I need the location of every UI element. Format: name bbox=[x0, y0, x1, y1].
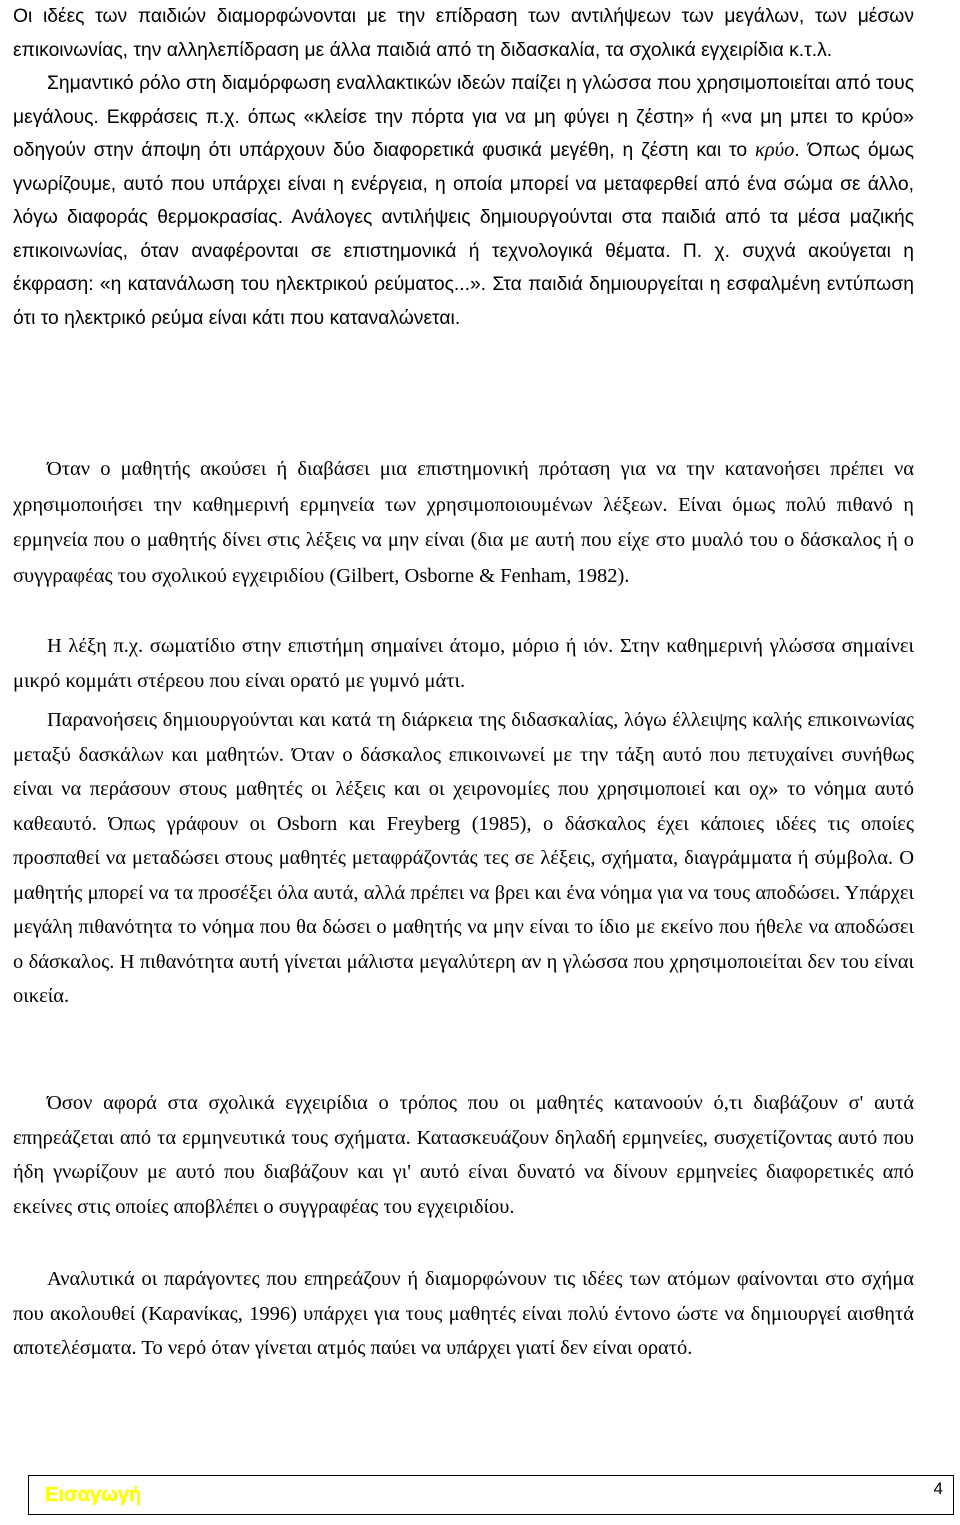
paragraph-4: Η λέξη π.χ. σωματίδιο στην επιστήμη σημαίνει άτομο, μόριο ή ιόν. Στην καθημερινή γλώσσα σημαίνει μικρό κομμάτι στέρεου που είναι ορατό με γυμνό μάτι. bbox=[13, 635, 914, 692]
paragraph-5: Παρανοήσεις δημιουργούνται και κατά τη διάρκεια της διδασκαλίας, λόγω έλλειψης καλής επικοινωνίας μεταξύ δασκάλων και μαθητών. Όταν ο δάσκαλος επικοινωνεί με την τάξη αυτό που πετυχαίνει συνήθως είναι να περάσουν στους μαθητές οι λέξεις και οι χειρονομίες που χρησιμοποιεί και οχ» το νόημα αυτό καθεαυτό. Όπως γράφουν οι Osborn και Freyberg (1985), ο δάσκαλος έχει κάποιες ιδέες τις οποίες προσπαθεί να μεταδώσει στους μαθητές μεταφράζοντάς τες σε λέξεις, σχήματα, διαγράμματα ή σύμβολα. Ο μαθητής μπορεί να τα προσέξει όλα αυτά, αλλά πρέπει να βρει και ένα νόημα για να τους αποδώσει. Υπάρχει μεγάλη πιθανότητα το νόημα που θα δώσει ο μαθητής να μην είναι το ίδιο με εκείνο που ήθελε να αποδώσει ο δάσκαλος. Η πιθανότητα αυτή γίνεται μάλιστα μεγαλύτερη αν η γλώσσα που χρησιμοποιείται δεν του είναι οικεία. bbox=[13, 709, 914, 1007]
paragraph-word-example bbox=[13, 629, 914, 699]
paragraph-3: Όταν ο μαθητής ακούσει ή διαβάσει μια επιστημονική πρόταση για να την κατανοήσει πρέπει να χρησιμοποιήσει την καθημερινή ερμηνεία των χρησιμοποιουμένων λέξεων. Είναι όμως πολύ πιθανό η ερμηνεία που ο μαθητής δίνει στις λέξεις να μην είναι (δια με αυτή που είχε στο μυαλό του ο δάσκαλος ή ο συγγραφέας του σχολικού εγχειριδίου (Gilbert, Osborne & Fenham, 1982). bbox=[13, 458, 914, 587]
paragraph-6: Όσον αφορά στα σχολικά εγχειρίδια ο τρόπος που οι μαθητές κατανοούν ό,τι διαβάζουν σ' αυτά επηρεάζεται από τα ερμηνευτικά τους σχήματα. Κατασκευάζουν δηλαδή ερμηνείες, συσχετίζοντας αυτό που ήδη γνωρίζουν με αυτό που διαβάζουν και γι' αυτό είναι δυνατό να δίνουν ερμηνείες διαφορετικές από εκείνες στις οποίες αποβλέπει ο συγγραφέας του εγχειριδίου. bbox=[13, 1092, 914, 1218]
paragraph-textbooks bbox=[13, 1086, 914, 1224]
paragraph-7: Αναλυτικά οι παράγοντες που επηρεάζουν ή διαμορφώνουν τις ιδέες των ατόμων φαίνονται στο σχήμα που ακολουθεί (Καρανίκας, 1996) υπάρχει για τους μαθητές είναι πολύ έντονο ώστε να δημιουργεί αισθητά αποτελέσματα. Το νερό όταν γίνεται ατμός παύει να υπάρχει γιατί δεν είναι ορατό. bbox=[13, 1268, 914, 1360]
paragraph-factors bbox=[13, 1262, 914, 1366]
paragraph-ideas-influence bbox=[13, 0, 914, 335]
paragraph-student-understanding bbox=[13, 452, 914, 594]
paragraph-2-text-continued: . Όπως όμως γνωρίζουμε, αυτό που υπάρχει είναι η ενέργεια, η οποία μπορεί να μεταφερθεί από ένα σώμα σε άλλο, λόγω διαφοράς θερμοκρασίας. Ανάλογες αντιλήψεις δημιουργούνται στα παιδιά από τα μέσα μαζικής επικοινωνίας, όταν αναφέρονται σε επιστημονικά ή τεχνολογικά θέματα. Π. χ. συχνά ακούγεται η έκφραση: «η κατανάλωση του ηλεκτρικού ρεύματος...». Στα παιδιά δημιουργείται η εσφαλμένη εντύπωση ότι το ηλεκτρικό ρεύμα είναι κάτι που καταναλώνεται. bbox=[13, 140, 915, 329]
paragraph-2-text: Σημαντικό ρόλο στη διαμόρφωση εναλλακτικών ιδεών παίζει η γλώσσα που χρησιμοποιείται από τους μεγάλους. Εκφράσεις π.χ. όπως «κλείσε την πόρτα για να μη φύγει η ζέστη» ή «να μη μπει το κρύο» οδηγούν στην άποψη ότι υπάρχουν δύο διαφορετικά φυσικά μεγέθη, η ζέστη και το bbox=[13, 73, 914, 161]
paragraph-1: Οι ιδέες των παιδιών διαμορφώνονται με την επίδραση των αντιλήψεων των μεγάλων, των μέσων επικοινωνίας, την αλληλεπίδραση με άλλα παιδιά από τη διδασκαλία, τα σχολικά εγχειρίδια κ.τ.λ. bbox=[13, 6, 914, 61]
footer-section-label: Εισαγωγή bbox=[45, 1484, 142, 1506]
paragraph-2 bbox=[13, 67, 914, 335]
footer-page-number: 4 bbox=[933, 1479, 943, 1498]
paragraph-2-italic-word: κρύο bbox=[755, 139, 795, 161]
page-footer bbox=[28, 1475, 954, 1515]
paragraph-teaching-misconceptions bbox=[13, 703, 914, 1014]
